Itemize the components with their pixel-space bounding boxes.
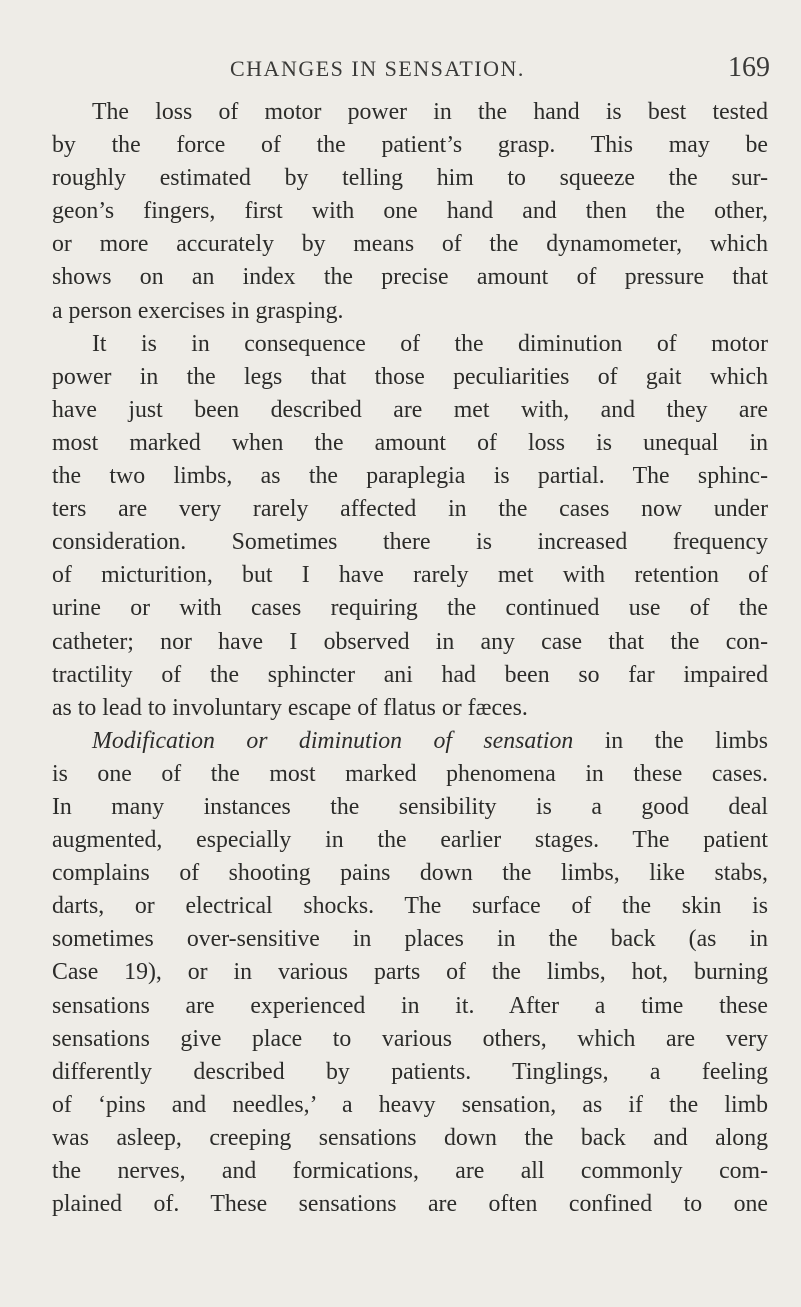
- line-text: augmented, especially in the earlier stages. The patient: [52, 827, 768, 854]
- text-line: [52, 1155, 768, 1188]
- line-text: of micturition, but I have rarely met with retention of: [52, 562, 768, 589]
- text-line: [52, 328, 768, 361]
- line-text: the two limbs, as the paraplegia is partial. The sphinc-: [52, 463, 768, 490]
- line-text: darts, or electrical shocks. The surface of the skin is: [52, 893, 768, 920]
- line-text: of ‘pins and needles,’ a heavy sensation, as if the limb: [52, 1091, 768, 1118]
- text-line: [52, 261, 768, 294]
- italic-phrase: Modification or diminution of sensation: [92, 727, 574, 754]
- text-line: [52, 394, 768, 427]
- line-text: urine or with cases requiring the continued use of the: [52, 595, 768, 622]
- text-line: [52, 1122, 768, 1155]
- text-line: [52, 791, 768, 824]
- text-line: [52, 659, 768, 692]
- line-text: Case 19), or in various parts of the limbs, hot, burning: [52, 959, 768, 986]
- text-line: [52, 427, 768, 460]
- text-line: [52, 692, 768, 725]
- text-line: [52, 361, 768, 394]
- text-line: [52, 559, 768, 592]
- line-text: complains of shooting pains down the limbs, like stabs,: [52, 860, 768, 887]
- text-line: [52, 228, 768, 261]
- line-text: tractility of the sphincter ani had been so far impaired: [52, 661, 768, 688]
- line-text: In many instances the sensibility is a good deal: [52, 793, 768, 820]
- line-text: sensations are experienced in it. After a time these: [52, 992, 768, 1019]
- text-line: [52, 129, 768, 162]
- text-line: [52, 1188, 768, 1221]
- line-text: geon’s fingers, first with one hand and then the other,: [52, 198, 768, 225]
- line-text: shows on an index the precise amount of pressure that: [52, 264, 768, 291]
- text-line: [52, 890, 768, 923]
- text-line: [52, 162, 768, 195]
- line-text: in the limbs: [573, 727, 768, 754]
- text-line: [52, 1023, 768, 1056]
- line-text: was asleep, creeping sensations down the back and along: [52, 1124, 768, 1151]
- text-line: [52, 195, 768, 228]
- text-line: [52, 857, 768, 890]
- line-text: differently described by patients. Tinglings, a feeling: [52, 1058, 768, 1085]
- text-line: [52, 295, 768, 328]
- page-number: 169: [728, 52, 770, 83]
- line-text: the nerves, and formications, are all commonly com-: [52, 1158, 768, 1184]
- line-text: is one of the most marked phenomena in these cases.: [52, 760, 768, 787]
- text-line: [52, 758, 768, 791]
- line-text: consideration. Sometimes there is increased frequency: [52, 529, 768, 556]
- line-text: plained of. These sensations are often confined to one: [52, 1191, 768, 1218]
- body-text: [52, 96, 768, 1221]
- line-text: ters are very rarely affected in the cases now under: [52, 496, 768, 523]
- line-text: It is in consequence of the diminution of motor: [92, 330, 768, 357]
- text-line: [52, 824, 768, 857]
- text-line: [52, 493, 768, 526]
- text-line: [52, 725, 768, 758]
- text-line: [52, 592, 768, 625]
- line-text: have just been described are met with, and they are: [52, 396, 768, 423]
- text-line: [52, 923, 768, 956]
- running-title: CHANGES IN SENSATION.: [230, 56, 525, 81]
- line-text: power in the legs that those peculiarities of gait which: [52, 363, 768, 390]
- line-text: most marked when the amount of loss is unequal in: [52, 429, 768, 456]
- line-text: sometimes over-sensitive in places in the back (as in: [52, 926, 768, 953]
- text-line: [52, 990, 768, 1023]
- line-text: The loss of motor power in the hand is best tested: [92, 99, 768, 125]
- line-text: or more accurately by means of the dynamometer, which: [52, 231, 768, 258]
- running-head: [230, 50, 770, 90]
- line-text: sensations give place to various others, which are very: [52, 1025, 768, 1052]
- line-text: by the force of the patient’s grasp. This may be: [52, 132, 768, 159]
- text-line: [52, 956, 768, 989]
- text-line: [52, 526, 768, 559]
- text-line: [52, 1056, 768, 1089]
- line-text: as to lead to involuntary escape of flatus or fæces.: [52, 694, 528, 721]
- line-text: roughly estimated by telling him to squeeze the sur-: [52, 165, 768, 192]
- text-line: [52, 96, 768, 129]
- text-line: [52, 1089, 768, 1122]
- line-text: a person exercises in grasping.: [52, 297, 344, 324]
- line-text: catheter; nor have I observed in any case that the con-: [52, 628, 768, 655]
- text-line: [52, 626, 768, 659]
- text-line: [52, 460, 768, 493]
